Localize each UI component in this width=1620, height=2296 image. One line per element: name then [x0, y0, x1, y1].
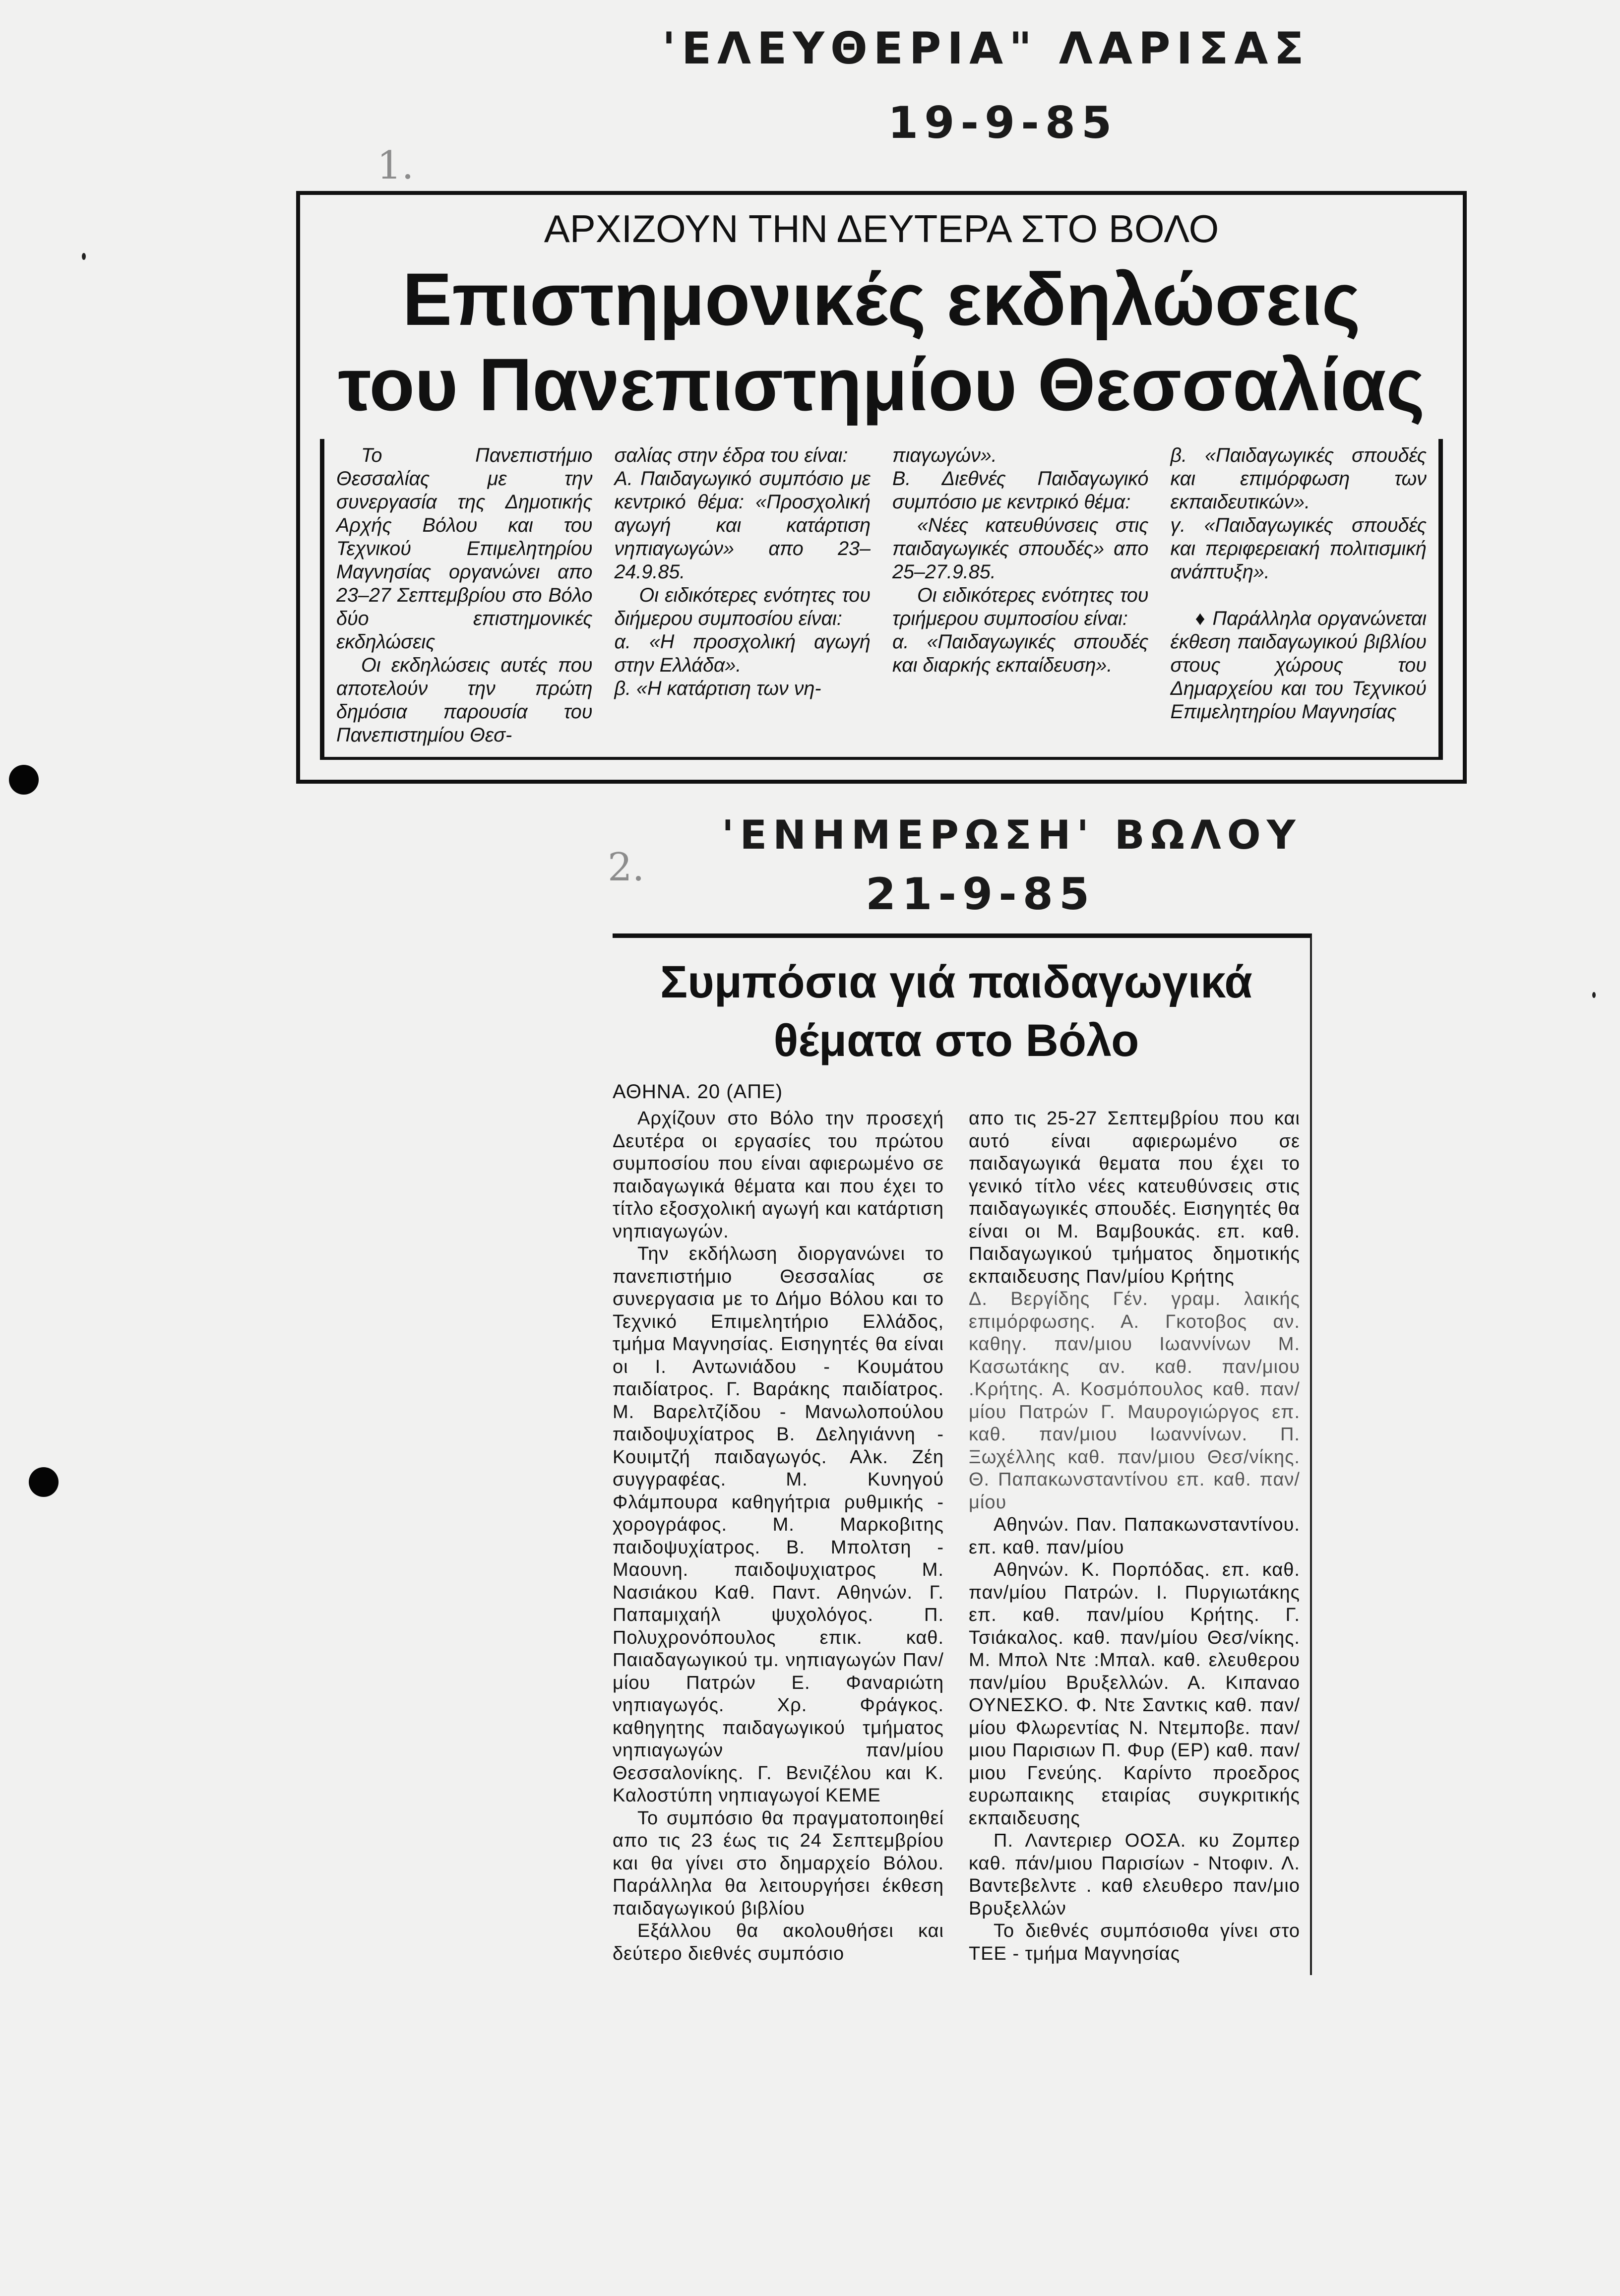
paragraph: Α. Παιδαγωγικό συμπόσιο με κεντρικό θέμα: «Προσχολική αγωγή και κατάρτιση νηπιαγωγών» απο 23–24.9.85. [614, 468, 871, 583]
article-kicker: ΑΡΧΙΖΟΥΝ ΤΗΝ ΔΕΥΤΕΡΑ ΣΤΟ ΒΟΛΟ [544, 207, 1219, 250]
paragraph: Π. Λαντεριερ ΟΟΣΑ. κυ Ζομπερ καθ. πάν/μιου Παρισίων - Ντοφιν. Λ. Βαντεβελντε . καθ ελευθερο παν/μιο Βρυξελλών [969, 1830, 1300, 1919]
article-body [613, 1108, 1300, 1965]
paragraph: β. «Παιδαγωγικές σπουδές και επιμόρφωση των εκπαιδευτικών». [1170, 444, 1427, 513]
handwritten-date-2: 21-9-85 [866, 869, 1096, 920]
paragraph: σαλίας στην έδρα του είναι: [614, 444, 848, 466]
paragraph: πιαγωγών». [892, 444, 997, 466]
paragraph: Δ. Βεργίδης Γέν. γραμ. λαικής επιμόρφωσης. Α. Γκοτοβος αν. καθηγ. παν/μιου Ιωαννίνων Μ. Κασωτάκης αν. καθ. παν/μιου .Κρήτης. Α. Κοσμόπουλος καθ. παν/μίου Πατρών Γ. Μαυρογιώργος επ. καθ. παν/μιου Ιωαννίνων. Π. Ξωχέλλης καθ. παν/μιου Θεσ/νίκης. Θ. Παπακωνσταντίνου επ. καθ. παν/μίου [969, 1289, 1300, 1513]
clipping-enimerosi [613, 933, 1312, 1975]
headline-line: Επιστημονικές εκδηλώσεις [402, 257, 1361, 341]
paragraph: Το διεθνές συμπόσιοθα γίνει στο ΤΕΕ - τμήμα Μαγνησίας [969, 1921, 1300, 1964]
handwritten-source-1: 'ΕΛΕΥΘΕΡΙΑ" ΛΑΡΙΣΑΣ [662, 23, 1310, 74]
handwritten-date-1: 19-9-85 [888, 97, 1118, 148]
punch-hole-top [9, 765, 39, 795]
paragraph: Το συμπόσιο θα πραγματοποιηθεί απο τις 23 έως τις 24 Σεπτεμβρίου και θα γίνει στο δημαρχείο Βόλου. Παράλληλα θα λειτουργήσει έκθεση παιδαγωγικού βιβλίου [613, 1807, 944, 1919]
speck [1592, 992, 1596, 998]
dateline: ΑΘΗΝΑ. 20 (ΑΠΕ) [613, 1081, 783, 1103]
paragraph: α. «Η προσχολική αγωγή στην Ελλάδα». [614, 631, 871, 676]
paragraph: Εξάλλου θα ακολουθήσει και δεύτερο διεθνές συμπόσιο [613, 1921, 944, 1964]
handwritten-source-2: 'ΕΝΗΜΕΡΩΣΗ' ΒΩΛΟΥ [722, 812, 1302, 858]
paragraph: Οι ειδικότερες ενότητες του τριήμερου συμποσίου είναι: [892, 584, 1149, 629]
paragraph: Οι εκδηλώσεις αυτές που αποτελούν την πρώτη δημόσια παρουσία του Πανεπιστημίου Θεσ- [336, 654, 593, 746]
pencil-index-2: 2. [608, 845, 645, 890]
paragraph: ♦ Παράλληλα οργανώνεται έκθεση παιδαγωγικού βιβλίου στους χώρους του Δημαρχείου και του Τεχνικού Επιμελητηρίου Μαγνησίας [1170, 608, 1427, 723]
article-headline [320, 256, 1443, 427]
punch-hole-bottom [29, 1467, 59, 1497]
text-column [892, 444, 1149, 677]
headline-line: του Πανεπιστημίου Θεσσαλίας [338, 343, 1425, 426]
speck [82, 253, 86, 260]
paragraph: Την εκδήλωση διοργανώνει το πανεπιστήμιο Θεσσαλίας σε συνεργασια με το Δήμο Βόλου και το Τεχνικό Επιμελητήριο Ελλάδος, τμήμα Μαγνησίας. Εισηγητές θα είναι οι Ι. Αντωνιάδου - Κουμάτου παιδίατρος. Γ. Βαράκης παιδίατρος. Μ. Βαρελτζίδου - Μανωλοπούλου παιδοψυχίατρος Β. Δεληγιάννη - Κουιμτζή παιδαγωγός. Αλκ. Ζέη συγγραφέας. Μ. Κυνηγού Φλάμπουρα καθηγήτρια ρυθμικής - χορογράφος. Μ. Μαρκοβιτης παιδοψυχίατρος. Β. Μπολτση - Μαουνη. παιδοψυχιατρος Μ. Νασιάκου Καθ. Παντ. Αθηνών. Γ. Παπαμιχαήλ ψυχολόγος. Π. Πολυχρονόπουλος επικ. καθ. Παιαδαγωγικού τμ. νηπιαγωγών Παν/μίου Πατρών Ε. Φαναριώτη νηπιαγωγός. Χρ. Φράγκος. καθηγητης παιδαγωγικού τμήματος νηπιαγωγών παν/μίου Θεσσαλονίκης. Γ. Βενιζέλου και Κ. Καλοστύπη νηπιαγωγοί ΚΕΜΕ [613, 1243, 944, 1806]
pencil-index-1: 1. [377, 143, 414, 188]
paragraph: Β. Διεθνές Παιδαγωγικό συμπόσιο με κεντρικό θέμα: [892, 468, 1149, 513]
text-column [615, 444, 871, 700]
headline-line: θέματα στο Βόλο [773, 1015, 1139, 1066]
paragraph: Οι ειδικότερες ενότητες του διήμερου συμποσίου είναι: [614, 584, 871, 629]
paragraph: «Νέες κατευθύνσεις στις παιδαγωγικές σπουδές» απο 25–27.9.85. [892, 514, 1149, 583]
paragraph: Αρχίζουν στο Βόλο την προσεχή Δευτέρα οι εργασίες του πρώτου συμποσίου που είναι αφιερωμένο σε παιδαγωγικά θέματα και που έχει το τίτλο εξοσχολική αγωγή και κατάρτιση νηπιαγωγών. [613, 1108, 944, 1242]
paragraph: Αθηνών. Κ. Πορπόδας. επ. καθ. παν/μίου Πατρών. Ι. Πυργιωτάκης επ. καθ. παν/μίου Κρήτης. Γ. Τσιάκαλος. καθ. παν/μίου Θεσ/νίκης. Μ. Μπολ Ντε :Μπαλ. καθ. ελευθερου παν/μίου Βρυξελλών. Α. Κιπαναο ΟΥΝΕΣΚΟ. Φ. Ντε Σαντκις καθ. παν/μίου Φλωρεντίας Ν. Ντεμποβε. παν/μιου Παρισιων Π. Φυρ (ΕΡ) καθ. παν/μιου Γενεύης. Καρίντο προεδρος ευρωπαικης εταιρίας συγκριτικής εκπαιδευσης [969, 1559, 1300, 1829]
headline-line: Συμπόσια γιά παιδαγωγικά [660, 957, 1252, 1007]
text-column [613, 1108, 944, 1965]
paragraph: α. «Παιδαγωγικές σπουδές και διαρκής εκπαίδευση». [892, 631, 1149, 676]
text-column [969, 1108, 1300, 1965]
paragraph: απο τις 25-27 Σεπτεμβρίου που και αυτό είναι αφιερωμένο σε παιδαγωγικά θεματα που έχει το γενικό τίτλο νέες κατευθύνσεις στις παιδαγωγικές σπουδές. Εισηγητές θα είναι οι Μ. Βαμβουκάς. επ. καθ. Παιδαγωγικού τμήματος δημοτικής εκπαιδευσης Παν/μίου Κρήτης [969, 1108, 1300, 1287]
paragraph: Αθηνών. Παν. Παπακωνσταντίνου. επ. καθ. παν/μίου [969, 1514, 1300, 1558]
paragraph: β. «Η κατάρτιση των νη- [614, 678, 821, 699]
text-column [1171, 444, 1427, 724]
paragraph: γ. «Παιδαγωγικές σπουδές και περιφερειακή πολιτισμική ανάπτυξη». [1170, 514, 1427, 583]
article-headline [613, 953, 1300, 1070]
text-column [336, 444, 593, 747]
article-body-frame [320, 439, 1443, 760]
clipping-eleftheria [296, 191, 1467, 784]
article-body [336, 444, 1427, 747]
paragraph: Το Πανεπιστήμιο Θεσσαλίας με την συνεργασία της Δημοτικής Αρχής Βόλου και του Τεχνικού Επιμελητηρίου Μαγνησίας οργανώνει απο 23–27 Σεπτεμβρίου στο Βόλο δύο επιστημονικές εκδηλώσεις [336, 444, 593, 653]
